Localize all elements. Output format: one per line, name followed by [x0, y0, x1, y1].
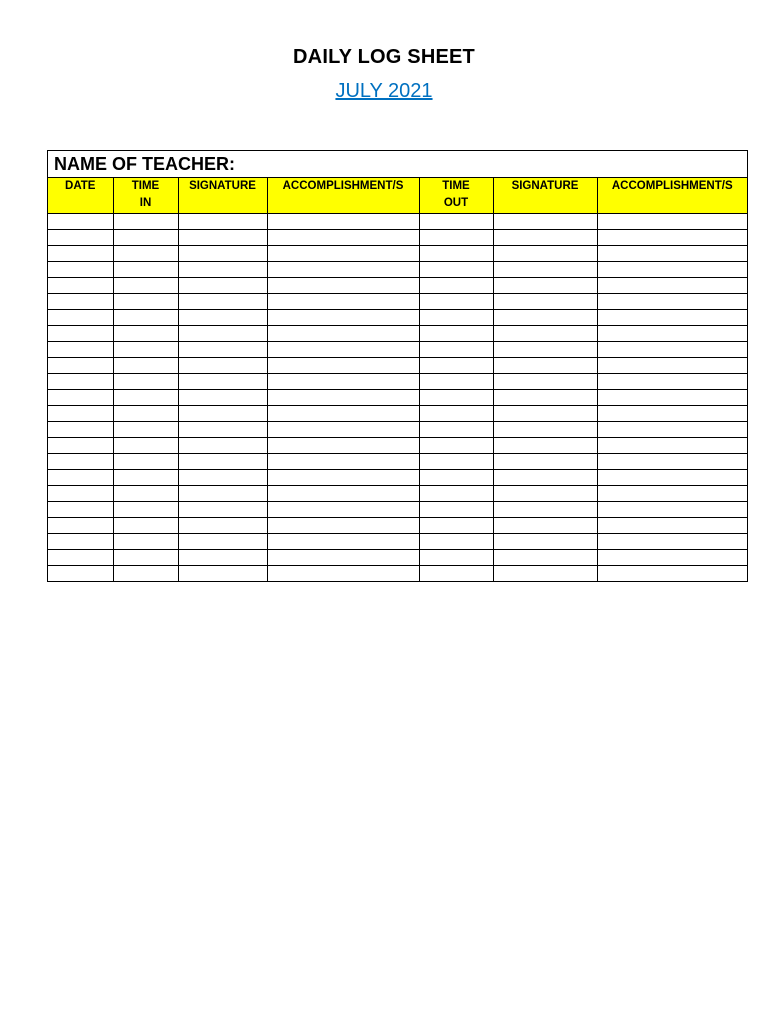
table-cell[interactable]	[597, 422, 747, 438]
table-cell[interactable]	[267, 454, 419, 470]
table-cell[interactable]	[178, 406, 267, 422]
table-cell[interactable]	[419, 214, 493, 230]
column-header-line1: TIME	[131, 180, 160, 192]
table-cell[interactable]	[48, 422, 113, 438]
table-cell[interactable]	[419, 278, 493, 294]
table-cell[interactable]	[178, 486, 267, 502]
table-cell[interactable]	[419, 566, 493, 582]
table-cell[interactable]	[419, 230, 493, 246]
table-cell[interactable]	[597, 454, 747, 470]
table-cell[interactable]	[113, 454, 178, 470]
table-cell[interactable]	[493, 438, 597, 454]
table-cell[interactable]	[113, 550, 178, 566]
table-row	[48, 406, 747, 422]
table-cell[interactable]	[178, 374, 267, 390]
table-cell[interactable]	[493, 486, 597, 502]
table-cell[interactable]	[48, 310, 113, 326]
table-cell[interactable]	[493, 358, 597, 374]
table-cell[interactable]	[493, 470, 597, 486]
table-cell[interactable]	[493, 422, 597, 438]
table-cell[interactable]	[48, 358, 113, 374]
table-cell[interactable]	[597, 470, 747, 486]
table-cell[interactable]	[178, 230, 267, 246]
table-cell[interactable]	[48, 534, 113, 550]
table-row	[48, 566, 747, 582]
table-cell[interactable]	[178, 390, 267, 406]
table-cell[interactable]	[597, 390, 747, 406]
table-cell[interactable]	[419, 454, 493, 470]
table-cell[interactable]	[178, 358, 267, 374]
table-cell[interactable]	[113, 566, 178, 582]
table-row	[48, 470, 747, 486]
table-row	[48, 422, 747, 438]
table-cell[interactable]	[419, 422, 493, 438]
table-cell[interactable]	[113, 310, 178, 326]
table-cell[interactable]	[267, 566, 419, 582]
table-cell[interactable]	[267, 246, 419, 262]
table-cell[interactable]	[48, 326, 113, 342]
log-sheet	[47, 150, 748, 582]
table-cell[interactable]	[48, 454, 113, 470]
column-header-line1: SIGNATURE	[511, 180, 579, 192]
table-cell[interactable]	[113, 342, 178, 358]
table-cell[interactable]	[48, 486, 113, 502]
table-cell[interactable]	[113, 246, 178, 262]
table-row	[48, 438, 747, 454]
table-row	[48, 278, 747, 294]
table-cell[interactable]	[267, 422, 419, 438]
table-row	[48, 486, 747, 502]
table-cell[interactable]	[178, 534, 267, 550]
column-header-accomplishments-out	[597, 178, 747, 214]
table-cell[interactable]	[493, 262, 597, 278]
document-title: DAILY LOG SHEET	[293, 46, 475, 68]
table-cell[interactable]	[48, 246, 113, 262]
table-cell[interactable]	[493, 246, 597, 262]
table-cell[interactable]	[113, 438, 178, 454]
column-header-line1: TIME	[442, 180, 470, 192]
table-cell[interactable]	[267, 358, 419, 374]
table-cell[interactable]	[267, 374, 419, 390]
table-cell[interactable]	[419, 310, 493, 326]
table-cell[interactable]	[597, 374, 747, 390]
table-cell[interactable]	[419, 518, 493, 534]
table-cell[interactable]	[419, 470, 493, 486]
document-subtitle: JULY 2021	[335, 80, 433, 102]
column-header-line1: ACCOMPLISHMENT/S	[282, 180, 404, 192]
table-cell[interactable]	[267, 486, 419, 502]
table-cell[interactable]	[267, 534, 419, 550]
table-cell[interactable]	[48, 214, 113, 230]
table-cell[interactable]	[267, 342, 419, 358]
table-row	[48, 294, 747, 310]
table-cell[interactable]	[419, 358, 493, 374]
table-cell[interactable]	[178, 454, 267, 470]
table-cell[interactable]	[178, 326, 267, 342]
table-cell[interactable]	[267, 294, 419, 310]
table-cell[interactable]	[267, 502, 419, 518]
table-cell[interactable]	[113, 422, 178, 438]
table-cell[interactable]	[493, 534, 597, 550]
table-cell[interactable]	[493, 230, 597, 246]
table-cell[interactable]	[597, 566, 747, 582]
table-cell[interactable]	[178, 470, 267, 486]
table-cell[interactable]	[178, 262, 267, 278]
table-cell[interactable]	[178, 550, 267, 566]
table-cell[interactable]	[113, 406, 178, 422]
table-cell[interactable]	[48, 390, 113, 406]
table-cell[interactable]	[493, 550, 597, 566]
table-cell[interactable]	[178, 278, 267, 294]
table-cell[interactable]	[178, 342, 267, 358]
table-cell[interactable]	[419, 534, 493, 550]
table-cell[interactable]	[493, 326, 597, 342]
table-cell[interactable]	[493, 374, 597, 390]
table-cell[interactable]	[493, 278, 597, 294]
table-cell[interactable]	[48, 374, 113, 390]
table-cell[interactable]	[419, 550, 493, 566]
table-cell[interactable]	[48, 518, 113, 534]
table-cell[interactable]	[267, 390, 419, 406]
table-cell[interactable]	[493, 294, 597, 310]
table-cell[interactable]	[419, 374, 493, 390]
table-cell[interactable]	[48, 550, 113, 566]
table-row	[48, 358, 747, 374]
column-header-line1: DATE	[65, 180, 96, 192]
table-row	[48, 518, 747, 534]
column-header-signature-in	[178, 178, 267, 214]
column-header-line1: SIGNATURE	[189, 180, 256, 192]
table-cell[interactable]	[597, 310, 747, 326]
table-cell[interactable]	[493, 454, 597, 470]
table-cell[interactable]	[48, 470, 113, 486]
table-cell[interactable]	[597, 534, 747, 550]
column-header-line2: OUT	[443, 197, 469, 209]
column-header-line2: IN	[139, 197, 152, 209]
table-header-row	[48, 178, 747, 214]
table-cell[interactable]	[597, 214, 747, 230]
table-cell[interactable]	[597, 518, 747, 534]
table-cell[interactable]	[493, 390, 597, 406]
table-cell[interactable]	[267, 470, 419, 486]
table-cell[interactable]	[113, 294, 178, 310]
table-cell[interactable]	[48, 438, 113, 454]
column-header-signature-out	[493, 178, 597, 214]
table-cell[interactable]	[113, 534, 178, 550]
table-cell[interactable]	[597, 326, 747, 342]
table-cell[interactable]	[597, 278, 747, 294]
table-cell[interactable]	[597, 230, 747, 246]
table-cell[interactable]	[113, 358, 178, 374]
table-cell[interactable]	[267, 518, 419, 534]
table-cell[interactable]	[597, 486, 747, 502]
table-row	[48, 230, 747, 246]
table-cell[interactable]	[419, 486, 493, 502]
table-cell[interactable]	[419, 246, 493, 262]
table-cell[interactable]	[178, 214, 267, 230]
table-cell[interactable]	[267, 406, 419, 422]
table-cell[interactable]	[419, 438, 493, 454]
table-cell[interactable]	[48, 566, 113, 582]
table-cell[interactable]	[493, 342, 597, 358]
table-body	[48, 214, 747, 582]
table-cell[interactable]	[178, 422, 267, 438]
table-cell[interactable]	[493, 502, 597, 518]
table-cell[interactable]	[178, 310, 267, 326]
table-cell[interactable]	[113, 230, 178, 246]
table-cell[interactable]	[493, 310, 597, 326]
table-cell[interactable]	[267, 262, 419, 278]
table-cell[interactable]	[267, 438, 419, 454]
table-cell[interactable]	[48, 406, 113, 422]
column-header-line1: ACCOMPLISHMENT/S	[611, 180, 733, 192]
log-table	[48, 178, 747, 581]
table-cell[interactable]	[493, 518, 597, 534]
table-cell[interactable]	[113, 214, 178, 230]
table-cell[interactable]	[419, 262, 493, 278]
table-cell[interactable]	[178, 246, 267, 262]
table-cell[interactable]	[493, 566, 597, 582]
table-row	[48, 214, 747, 230]
table-cell[interactable]	[178, 502, 267, 518]
table-cell[interactable]	[419, 390, 493, 406]
table-cell[interactable]	[48, 502, 113, 518]
table-cell[interactable]	[267, 550, 419, 566]
table-cell[interactable]	[113, 502, 178, 518]
table-cell[interactable]	[113, 374, 178, 390]
table-row	[48, 454, 747, 470]
column-header-time-in	[113, 178, 178, 214]
teacher-name-label: NAME OF TEACHER:	[48, 151, 747, 178]
table-cell[interactable]	[597, 294, 747, 310]
table-cell[interactable]	[419, 342, 493, 358]
table-row	[48, 502, 747, 518]
table-row	[48, 374, 747, 390]
table-cell[interactable]	[267, 310, 419, 326]
table-row	[48, 390, 747, 406]
table-cell[interactable]	[113, 470, 178, 486]
table-cell[interactable]	[267, 326, 419, 342]
table-cell[interactable]	[178, 518, 267, 534]
table-row	[48, 342, 747, 358]
table-cell[interactable]	[48, 278, 113, 294]
table-cell[interactable]	[113, 326, 178, 342]
table-cell[interactable]	[493, 214, 597, 230]
table-cell[interactable]	[48, 230, 113, 246]
table-cell[interactable]	[113, 390, 178, 406]
table-cell[interactable]	[597, 358, 747, 374]
table-cell[interactable]	[267, 214, 419, 230]
table-cell[interactable]	[597, 438, 747, 454]
table-cell[interactable]	[597, 262, 747, 278]
column-header-time-out	[419, 178, 493, 214]
table-cell[interactable]	[419, 294, 493, 310]
table-cell[interactable]	[597, 550, 747, 566]
table-cell[interactable]	[267, 230, 419, 246]
table-cell[interactable]	[48, 294, 113, 310]
table-cell[interactable]	[178, 566, 267, 582]
table-cell[interactable]	[419, 406, 493, 422]
table-cell[interactable]	[597, 342, 747, 358]
table-cell[interactable]	[597, 406, 747, 422]
table-cell[interactable]	[493, 406, 597, 422]
table-cell[interactable]	[113, 262, 178, 278]
table-cell[interactable]	[267, 278, 419, 294]
table-cell[interactable]	[113, 486, 178, 502]
table-cell[interactable]	[48, 342, 113, 358]
table-row	[48, 534, 747, 550]
table-cell[interactable]	[178, 294, 267, 310]
table-cell[interactable]	[419, 326, 493, 342]
table-row	[48, 310, 747, 326]
table-cell[interactable]	[48, 262, 113, 278]
column-header-accomplishments-in	[267, 178, 419, 214]
table-cell[interactable]	[597, 502, 747, 518]
table-row	[48, 262, 747, 278]
table-cell[interactable]	[113, 278, 178, 294]
table-cell[interactable]	[419, 502, 493, 518]
column-header-date	[48, 178, 113, 214]
table-cell[interactable]	[113, 518, 178, 534]
table-cell[interactable]	[597, 246, 747, 262]
table-row	[48, 246, 747, 262]
table-row	[48, 550, 747, 566]
table-cell[interactable]	[178, 438, 267, 454]
table-row	[48, 326, 747, 342]
